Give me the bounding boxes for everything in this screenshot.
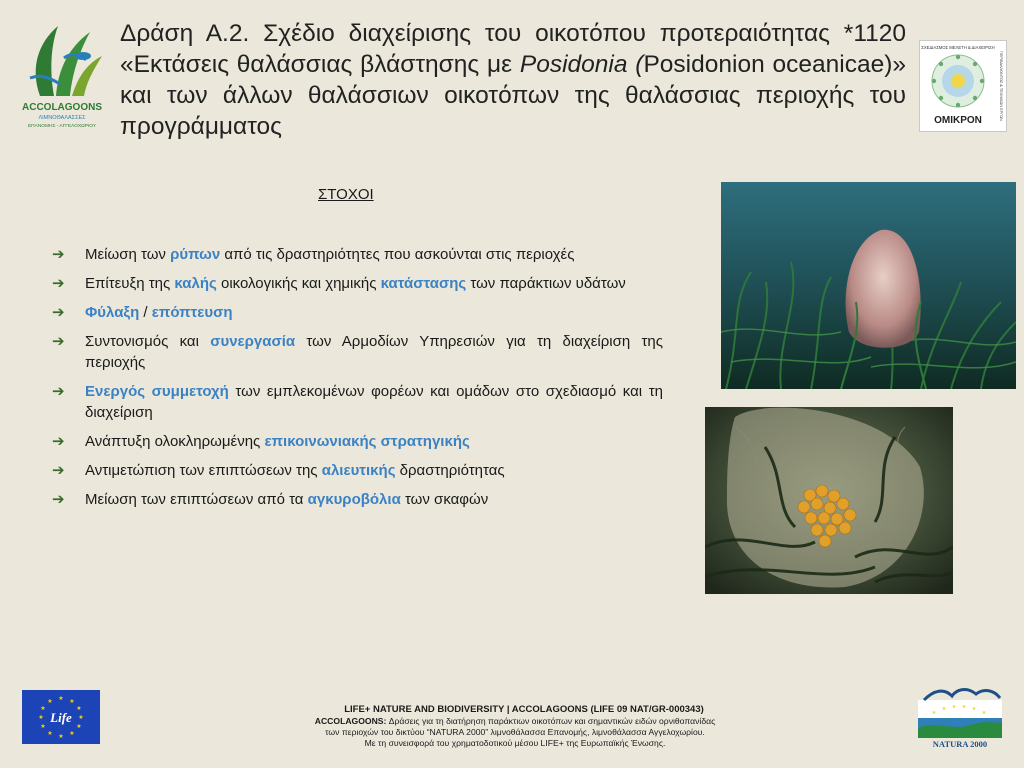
arrow-right-icon: ➔ bbox=[52, 275, 65, 292]
svg-text:★: ★ bbox=[38, 714, 44, 721]
footer-line3: των περιοχών του δικτύου “NATURA 2000” λιμνοθάλασσα Επανομής, λιμνοθάλασσα Αγγελοχωρίου. bbox=[325, 727, 705, 737]
footer-line4: Με τη συνεισφορά του χρηματοδοτικού μέσου LIFE+ της Ευρωπαϊκής Ένωσης. bbox=[364, 738, 666, 748]
goal-keyword: συνεργασία bbox=[210, 333, 296, 350]
accolagoons-sub1: ΛΙΜΝΟΘΑΛΑΣΣΕΣ bbox=[38, 115, 86, 121]
goal-item bbox=[52, 302, 663, 323]
eu-life-logo bbox=[22, 690, 100, 744]
omikron-emblem-icon bbox=[920, 41, 1006, 131]
goal-item bbox=[52, 273, 663, 294]
shell-eggs-photo bbox=[705, 407, 953, 594]
title-part1: Δράση Α.2. Σχέδιο διαχείρισης του οικοτόπου προτεραιότητας *1120 «Εκτάσεις θαλάσσιας βλάστησης με bbox=[120, 20, 906, 78]
svg-text:★: ★ bbox=[931, 710, 937, 716]
footer-program-line: LIFE+ NATURE AND BIODIVERSITY | ACCOLAGOONS (LIFE 09 NAT/GR-000343) bbox=[344, 704, 704, 715]
footer-line2 bbox=[280, 716, 750, 727]
svg-text:★: ★ bbox=[961, 704, 967, 710]
accolagoons-name: ACCOLAGOONS bbox=[22, 102, 102, 113]
life-word: Life bbox=[50, 710, 72, 725]
goal-text: των εμπλεκομένων φορέων και ομάδων στο σχεδιασμό και τη διαχείριση bbox=[85, 383, 663, 421]
omikron-side-text: ΠΕΡΙΒΑΛΛΟΝΤΟΣ & ΤΕΧΝΙΚΩΝ ΕΡΓΩΝ bbox=[999, 51, 1003, 121]
goal-keyword: Ενεργός συμμετοχή bbox=[85, 383, 229, 400]
omikron-logo bbox=[919, 40, 1007, 132]
goal-keyword: κατάστασης bbox=[380, 275, 467, 292]
arrow-right-icon: ➔ bbox=[52, 333, 65, 350]
eu-flag-icon bbox=[22, 690, 100, 744]
title-part3: Posidonion oceanicae)» και των άλλων θαλάσσιων οικοτόπων της θαλάσσιας περιοχής του προγράμματος bbox=[120, 51, 906, 140]
goal-text: Αντιμετώπιση των επιπτώσεων της bbox=[85, 462, 322, 479]
goal-item bbox=[52, 331, 663, 373]
svg-text:★: ★ bbox=[40, 723, 46, 730]
svg-text:★: ★ bbox=[951, 704, 957, 710]
goal-keyword: Φύλαξη bbox=[85, 304, 140, 321]
goal-item bbox=[52, 431, 663, 452]
goal-text: οικολογικής και χημικής bbox=[216, 275, 381, 292]
goal-text: / bbox=[139, 304, 152, 321]
footer-line2-bold: ACCOLAGOONS: bbox=[314, 716, 387, 726]
svg-text:★: ★ bbox=[971, 706, 977, 712]
accolagoons-emblem-icon bbox=[20, 18, 104, 138]
svg-text:★: ★ bbox=[69, 698, 75, 705]
goal-text: των σκαφών bbox=[400, 491, 489, 508]
goal-text: Ανάπτυξη ολοκληρωμένης bbox=[85, 433, 265, 450]
title-italic-posidonia: Posidonia bbox=[519, 51, 628, 78]
arrow-right-icon: ➔ bbox=[52, 304, 65, 321]
svg-text:★: ★ bbox=[47, 698, 53, 705]
goal-item bbox=[52, 381, 663, 423]
svg-text:★: ★ bbox=[58, 733, 64, 740]
goal-text: των παράκτιων υδάτων bbox=[466, 275, 626, 292]
accolagoons-sub2: ΕΠΑΝΟΜΗΣ - ΑΓΓΕΛΟΧΩΡΙΟΥ bbox=[27, 124, 97, 129]
svg-text:★: ★ bbox=[47, 730, 53, 737]
goal-text: Μείωση των bbox=[85, 246, 171, 263]
goals-heading: ΣΤΟΧΟΙ bbox=[318, 186, 374, 203]
omikron-top-text: ΣΧΕΔΙΑΣΜΟΣ ΜΕΛΕΤΗ & ΔΙΑΧΕΙΡΙΣΗ bbox=[921, 45, 995, 50]
goal-text: Επίτευξη της bbox=[85, 275, 175, 292]
goal-keyword: καλής bbox=[174, 275, 217, 292]
goal-text: δραστηριότητας bbox=[395, 462, 505, 479]
natura-word: NATURA 2000 bbox=[932, 739, 988, 749]
goal-item bbox=[52, 489, 663, 510]
goal-text: των Αρμοδίων Υπηρεσιών για τη διαχείριση της περιοχής bbox=[85, 333, 663, 371]
svg-text:★: ★ bbox=[40, 705, 46, 712]
title-italic-paren: ( bbox=[635, 51, 644, 78]
svg-text:★: ★ bbox=[78, 714, 84, 721]
svg-text:★: ★ bbox=[981, 710, 987, 716]
goal-item bbox=[52, 244, 663, 265]
page-title bbox=[120, 18, 906, 142]
pinna-seagrass-photo bbox=[721, 182, 1016, 389]
goal-keyword: αλιευτικής bbox=[321, 462, 396, 479]
arrow-right-icon: ➔ bbox=[52, 491, 65, 508]
footer-line2-text: Δράσεις για τη διατήρηση παράκτιων οικοτόπων και σημαντικών ειδών ορνιθοπανίδας bbox=[386, 716, 716, 726]
goal-text: Μείωση των επιπτώσεων από τα bbox=[85, 491, 308, 508]
goal-keyword: επόπτευση bbox=[151, 304, 233, 321]
svg-text:★: ★ bbox=[76, 723, 82, 730]
arrow-right-icon: ➔ bbox=[52, 433, 65, 450]
goal-text: από τις δραστηριότητες που ασκούνται στις περιοχές bbox=[220, 246, 575, 263]
arrow-right-icon: ➔ bbox=[52, 462, 65, 479]
arrow-right-icon: ➔ bbox=[52, 246, 65, 263]
goal-item bbox=[52, 460, 663, 481]
goal-text: Συντονισμός και bbox=[85, 333, 211, 350]
accolagoons-logo bbox=[20, 18, 104, 138]
goal-keyword: επικοινωνιακής στρατηγικής bbox=[264, 433, 470, 450]
goal-keyword: αγκυροβόλια bbox=[307, 491, 401, 508]
svg-text:★: ★ bbox=[941, 706, 947, 712]
svg-text:★: ★ bbox=[76, 705, 82, 712]
goal-keyword: ρύπων bbox=[170, 246, 221, 263]
natura-2000-logo bbox=[914, 684, 1006, 750]
svg-text:★: ★ bbox=[69, 730, 75, 737]
footer-description bbox=[280, 716, 750, 749]
goals-list bbox=[52, 244, 663, 518]
natura-2000-icon bbox=[914, 684, 1006, 750]
arrow-right-icon: ➔ bbox=[52, 383, 65, 400]
svg-text:★: ★ bbox=[58, 695, 64, 702]
omikron-name: ΟΜΙΚΡΟΝ bbox=[934, 115, 982, 126]
